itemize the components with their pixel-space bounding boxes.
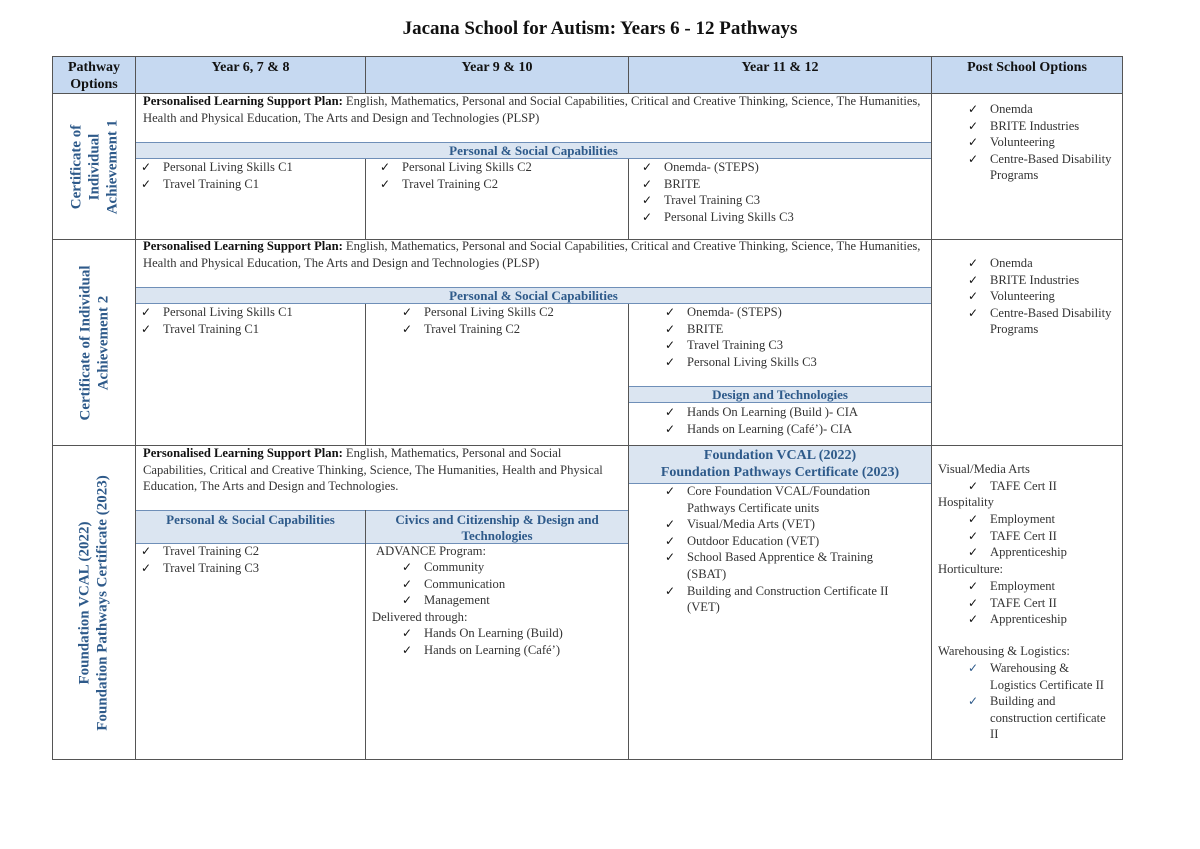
row2-post-list bbox=[968, 255, 1115, 338]
list-item: ✓ Centre-Based Disability Programs bbox=[968, 305, 1112, 337]
list-item: ✓ Personal Living Skills C2 bbox=[380, 160, 532, 174]
row2-dt-band: Design and Technologies bbox=[629, 386, 931, 403]
list-item: ✓ Hands on Learning (Café’) bbox=[402, 642, 561, 657]
row3-post-vma-list bbox=[968, 478, 1115, 495]
list-item: ✓ Outdoor Education (VET) bbox=[665, 533, 820, 548]
row1-post-list bbox=[968, 101, 1115, 184]
row2-plsp: Personalised Learning Support Plan: English, Mathematics, Personal and Social Capabilities, Critical and Creative Thinking, Science, The Humanities, Health and Physical Education, The Arts and Design and Technologies (PLSP) bbox=[143, 239, 921, 270]
list-item: ✓ Personal Living Skills C3 bbox=[642, 209, 794, 224]
row3-post-vma: Visual/Media Arts bbox=[938, 462, 1030, 476]
row1-plsp: Personalised Learning Support Plan: English, Mathematics, Personal and Social Capabilities, Critical and Creative Thinking, Science, The Humanities, Health and Physical Education, The Arts and Design and Technologies (PLSP) bbox=[143, 94, 921, 125]
header-pathway-options: Pathway Options bbox=[52, 56, 136, 94]
row2-y68-list bbox=[141, 304, 363, 337]
list-item: ✓ Travel Training C3 bbox=[141, 560, 260, 575]
row3-post-hort-list bbox=[968, 578, 1115, 628]
list-item: ✓ Travel Training C3 bbox=[665, 338, 784, 353]
row3-fvcal-band: Foundation VCAL (2022) Foundation Pathways Certificate (2023) bbox=[629, 446, 931, 484]
row2-psc-band: Personal & Social Capabilities bbox=[136, 287, 931, 304]
header-year-11-12: Year 11 & 12 bbox=[628, 56, 932, 94]
list-item: ✓ Communication bbox=[402, 576, 506, 591]
list-item: ✓ Apprenticeship bbox=[968, 545, 1067, 560]
row1-pathway-label: Certificate of Individual Achievement 1 bbox=[68, 119, 120, 214]
list-item: ✓ BRITE bbox=[642, 176, 701, 191]
list-item: ✓ Travel Training C2 bbox=[141, 544, 260, 558]
list-item: ✓ Hands on Learning (Café’)- CIA bbox=[665, 421, 853, 436]
row3-psc-band: Personal & Social Capabilities bbox=[136, 510, 365, 544]
list-item: ✓ Travel Training C1 bbox=[141, 176, 260, 191]
row3-post-ware-list bbox=[968, 660, 1115, 743]
list-item: ✓ BRITE Industries bbox=[968, 272, 1080, 287]
list-item: ✓ Personal Living Skills C3 bbox=[665, 354, 817, 369]
list-item: ✓ Centre-Based Disability Programs bbox=[968, 151, 1112, 183]
list-item: ✓ Personal Living Skills C1 bbox=[141, 305, 293, 319]
list-item: ✓ TAFE Cert II bbox=[968, 595, 1057, 610]
list-item: ✓ Management bbox=[402, 593, 490, 608]
list-item: ✓ Onemda- (STEPS) bbox=[642, 160, 759, 174]
header-year-6-8: Year 6, 7 & 8 bbox=[135, 56, 366, 94]
row2-pathway-label: Certificate of Individual Achievement 2 bbox=[77, 265, 111, 420]
list-item: ✓ Travel Training C3 bbox=[642, 193, 761, 208]
row1-y910-list bbox=[380, 159, 622, 192]
list-item: ✓ Hands On Learning (Build )- CIA bbox=[665, 405, 859, 419]
list-item: ✓ Travel Training C1 bbox=[141, 321, 260, 336]
row3-delivered-label: Delivered through: bbox=[372, 610, 468, 624]
row3-post-hosp: Hospitality bbox=[938, 495, 994, 509]
list-item: ✓ TAFE Cert II bbox=[968, 528, 1057, 543]
list-item: ✓ Visual/Media Arts (VET) bbox=[665, 517, 815, 532]
row2-y910-list bbox=[402, 304, 624, 337]
row1-y68-list bbox=[141, 159, 363, 192]
list-item: ✓ Travel Training C2 bbox=[402, 321, 521, 336]
row3-pathway-label: Foundation VCAL (2022) Foundation Pathways Certificate (2023) bbox=[77, 474, 112, 731]
list-item: ✓ Travel Training C2 bbox=[380, 176, 499, 191]
list-item: ✓ Building and Construction Certificate II (VET) bbox=[665, 583, 889, 615]
row3-delivered-list bbox=[402, 625, 624, 658]
list-item: ✓ TAFE Cert II bbox=[968, 479, 1057, 493]
list-item: ✓ Building and construction certificate II bbox=[968, 694, 1106, 742]
row3-advance-list bbox=[402, 559, 624, 609]
row3-y1112-list bbox=[665, 483, 907, 616]
list-item: ✓ Warehousing & Logistics Certificate II bbox=[968, 661, 1105, 692]
row3-post-hosp-list bbox=[968, 511, 1115, 561]
header-year-9-10: Year 9 & 10 bbox=[365, 56, 629, 94]
list-item: ✓ Onemda bbox=[968, 256, 1033, 270]
list-item: ✓ Employment bbox=[968, 579, 1056, 593]
list-item: ✓ School Based Apprentice & Training (SBAT) bbox=[665, 550, 874, 581]
list-item: ✓ Community bbox=[402, 560, 485, 574]
list-item: ✓ BRITE Industries bbox=[968, 118, 1080, 133]
row2-y1112-list bbox=[665, 304, 927, 370]
list-item: ✓ Personal Living Skills C2 bbox=[402, 305, 554, 319]
list-item: ✓ Core Foundation VCAL/Foundation Pathways Certificate units bbox=[665, 484, 871, 515]
list-item: ✓ Onemda- (STEPS) bbox=[665, 305, 782, 319]
row1-y1112-list bbox=[642, 159, 924, 225]
row3-plsp: Personalised Learning Support Plan: English, Mathematics, Personal and Social Capabilities, Critical and Creative Thinking, Science, The Humanities, Health and Physical Education, The Arts and Design and Technologies. bbox=[143, 446, 603, 494]
list-item: ✓ Onemda bbox=[968, 102, 1033, 116]
row3-post-hort: Horticulture: bbox=[938, 562, 1004, 576]
list-item: ✓ BRITE bbox=[665, 321, 724, 336]
row1-psc-band: Personal & Social Capabilities bbox=[136, 142, 931, 159]
row2-dt-list bbox=[665, 404, 927, 437]
row3-post-ware: Warehousing & Logistics: bbox=[938, 644, 1070, 658]
list-item: ✓ Employment bbox=[968, 512, 1056, 526]
list-item: ✓ Apprenticeship bbox=[968, 612, 1067, 627]
list-item: ✓ Volunteering bbox=[968, 289, 1055, 304]
row3-civics-band: Civics and Citizenship & Design and Technologies bbox=[366, 510, 628, 544]
list-item: ✓ Personal Living Skills C1 bbox=[141, 160, 293, 174]
list-item: ✓ Hands On Learning (Build) bbox=[402, 626, 563, 640]
row3-y68-list bbox=[141, 543, 363, 576]
row3-advance-label: ADVANCE Program: bbox=[376, 544, 486, 558]
header-post-school: Post School Options bbox=[931, 56, 1123, 94]
list-item: ✓ Volunteering bbox=[968, 135, 1055, 150]
page-title: Jacana School for Autism: Years 6 - 12 Pathways bbox=[402, 18, 798, 39]
